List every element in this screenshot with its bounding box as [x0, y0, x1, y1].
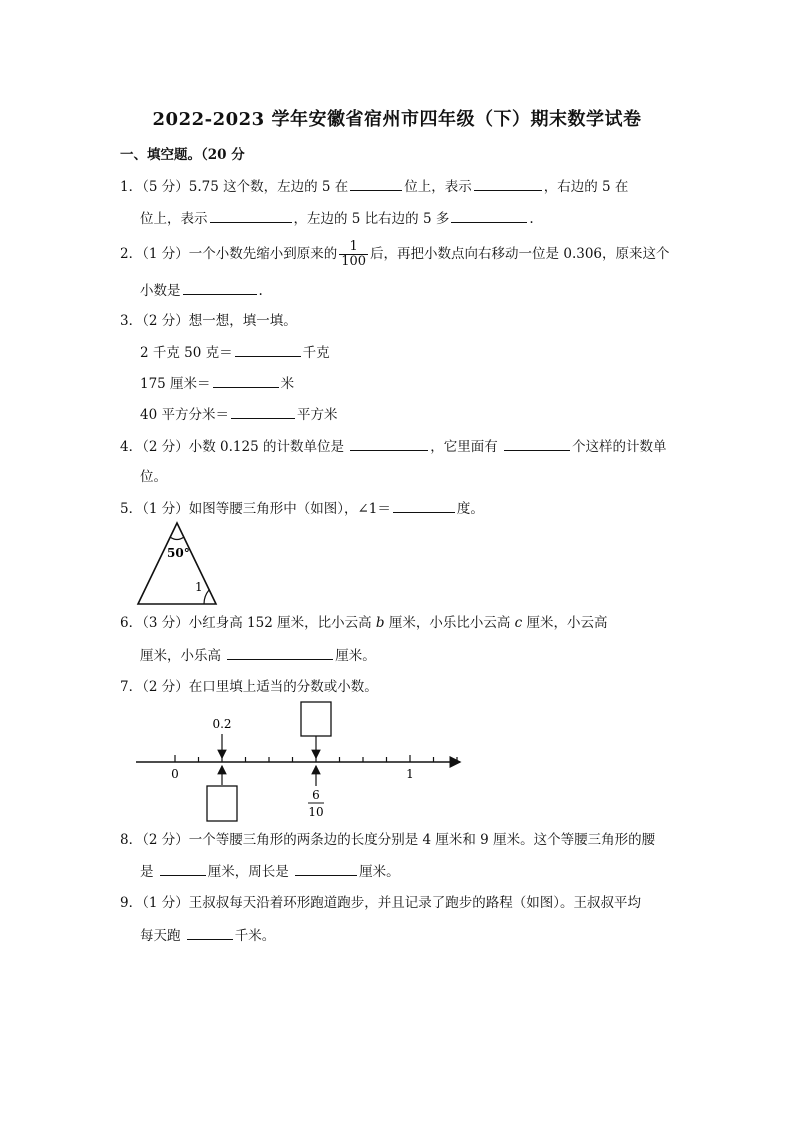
question-9-line-1: 9．（1 分）王叔叔每天沿着环形跑道跑步，并且记录了跑步的路程（如图）。王叔叔平均	[120, 895, 641, 911]
q1-blank-2[interactable]	[474, 177, 542, 191]
question-8-line-2: 是 厘米，周长是 厘米。	[140, 864, 400, 880]
q8-blank-1[interactable]	[160, 862, 206, 876]
question-3-line-4: 40 平方分米＝ 平方米	[140, 407, 338, 423]
question-4-line-2: 位。	[140, 469, 167, 485]
question-6-line-1: 6．（3 分）小红身高 152 厘米，比小云高 b 厘米，小乐比小云高 c 厘米，小云高	[120, 615, 608, 631]
triangle-outline	[138, 523, 216, 604]
q5-blank[interactable]	[393, 499, 455, 513]
question-6-line-2: 厘米，小乐高 厘米。	[140, 648, 376, 664]
q3-blank-2[interactable]	[213, 374, 279, 388]
question-9-line-2: 每天跑 千米。	[140, 928, 276, 944]
question-1-line-2: 位上，表示 ，左边的 5 比右边的 5 多 .	[140, 211, 534, 227]
base-angle-arc	[204, 590, 209, 604]
q1-blank-1[interactable]	[350, 177, 402, 191]
question-5-line-1: 5．（1 分）如图等腰三角形中（如图），∠1＝ 度。	[120, 501, 484, 517]
question-2-line-1: 2．（1 分）一个小数先缩小到原来的 $\frac{1}{100}$ 后，再把小数点向右移动一位是 0.306，原来这个	[120, 239, 670, 269]
question-2-line-2: 小数是 .	[140, 283, 263, 299]
apex-angle-arc	[170, 537, 184, 540]
isosceles-triangle-figure	[134, 520, 220, 608]
answer-box-bottom[interactable]	[207, 786, 237, 821]
q2-blank[interactable]	[183, 281, 257, 295]
number-line-figure	[132, 698, 466, 826]
answer-box-top[interactable]	[301, 702, 331, 736]
q3-blank-3[interactable]	[231, 405, 295, 419]
q6-blank[interactable]	[227, 646, 333, 660]
question-8-line-1: 8．（2 分）一个等腰三角形的两条边的长度分别是 4 厘米和 9 厘米。这个等腰三角形的腰	[120, 832, 656, 848]
question-3-line-2: 2 千克 50 克＝ 千克	[140, 345, 330, 361]
fraction-denominator: 10	[308, 805, 324, 819]
question-4-line-1: 4．（2 分）小数 0.125 的计数单位是 ，它里面有 个这样的计数单	[120, 439, 667, 455]
apex-angle-label: 50°	[167, 546, 190, 560]
q9-blank[interactable]	[187, 926, 233, 940]
q1-blank-3[interactable]	[210, 209, 292, 223]
label-0-2: 0.2	[212, 717, 232, 731]
q4-blank-2[interactable]	[504, 437, 570, 451]
question-1-line-1: 1．（5 分）5.75 这个数，左边的 5 在 位上，表示 ，右边的 5 在	[120, 179, 629, 195]
q2-fraction: $\frac{1}{100}$	[341, 239, 367, 269]
q3-blank-1[interactable]	[235, 343, 301, 357]
q8-blank-2[interactable]	[295, 862, 357, 876]
question-3-line-3: 175 厘米＝ 米	[140, 376, 295, 392]
question-3-line-1: 3．（2 分）想一想，填一填。	[120, 313, 297, 329]
question-7-line-1: 7．（2 分）在口里填上适当的分数或小数。	[120, 679, 378, 695]
fraction-numerator: 6	[312, 788, 320, 802]
page-title: 2022-2023 学年安徽省宿州市四年级（下）期末数学试卷	[152, 109, 642, 130]
angle-1-label: 1	[195, 580, 203, 594]
q1-blank-4[interactable]	[451, 209, 527, 223]
section-heading: 一、填空题。（20 分	[120, 147, 245, 163]
label-one: 1	[406, 767, 414, 781]
q4-blank-1[interactable]	[350, 437, 428, 451]
label-zero: 0	[171, 767, 179, 781]
